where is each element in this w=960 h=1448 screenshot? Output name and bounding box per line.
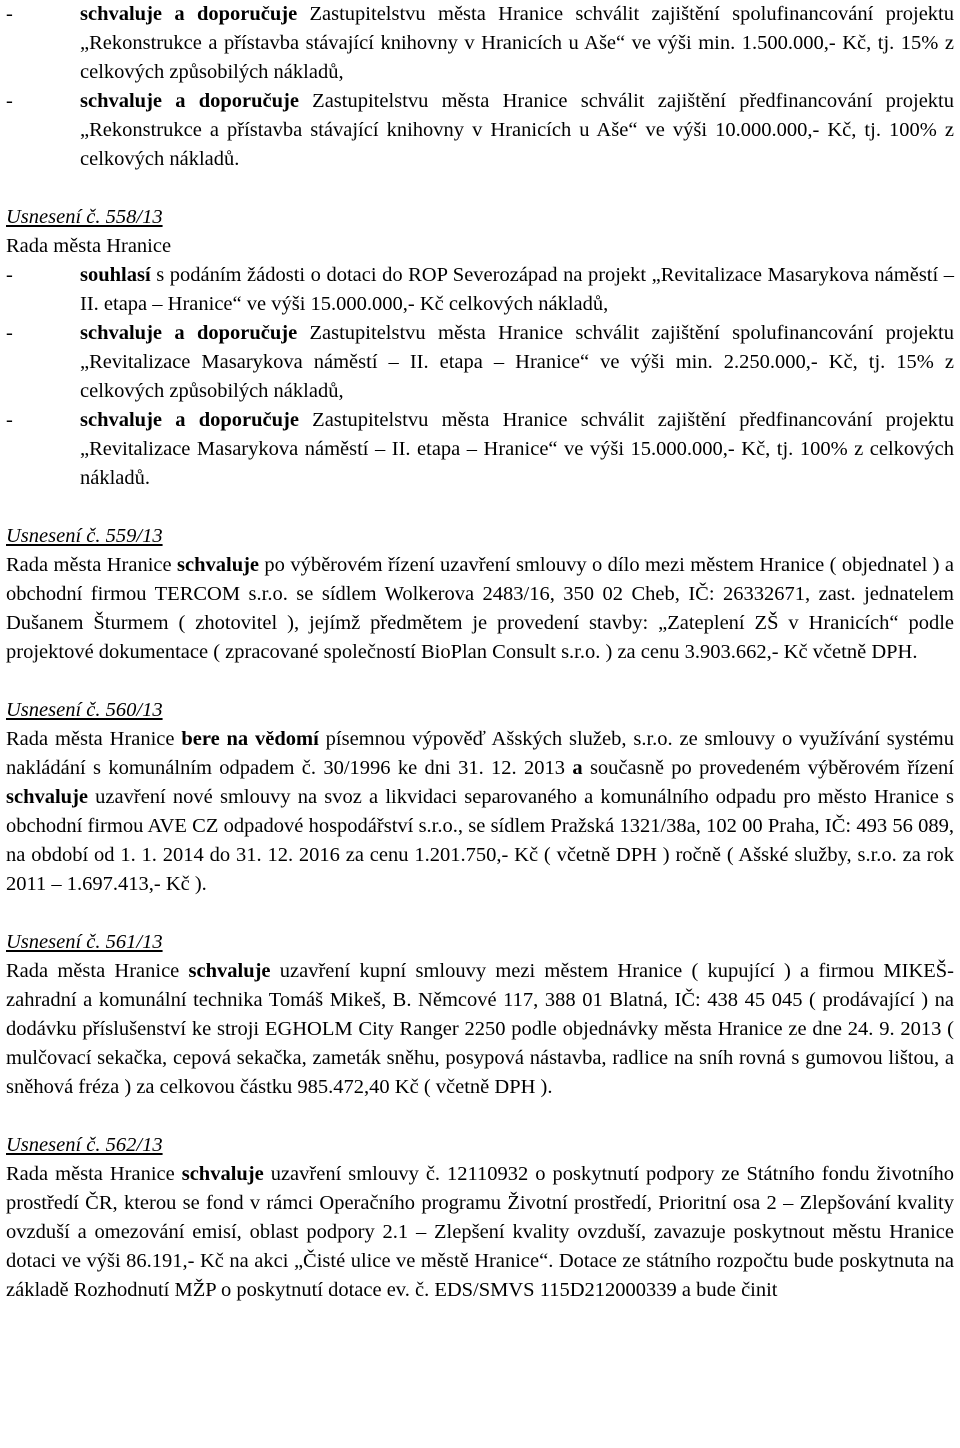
bold-verb: schvaluje a doporučuje — [80, 90, 299, 112]
list-item — [6, 0, 954, 87]
resolution-body-562 — [6, 1160, 954, 1305]
body-text: uzavření nové smlouvy na svoz a likvidaci separovaného a komunálního odpadu pro město Hranice s obchodní firmou AVE CZ odpadové hospodářství s.r.o., se sídlem Pražská 1321/38a, 102 00 Praha, IČ: 493 56 089, na období od 1. 1. 2014 do 31. 12. 2016 za cenu 1.201.750,- Kč ( včetně DPH ) ročně ( Ašské služby, s.r.o. za rok 2011 – 1.697.413,- Kč ). — [6, 786, 954, 895]
list-dash: - — [6, 3, 13, 25]
body-text: Rada města Hranice — [6, 554, 178, 576]
list-item — [6, 87, 954, 174]
item-body: Zastupitelstvu města Hranice schválit zajištění předfinancování projektu „Rekonstrukce a přístavba stávající knihovny v Hranicích u Aše“ ve výši 10.000.000,- Kč, tj. 100% z celkových nákladů. — [80, 90, 955, 170]
resolution-heading-560: Usnesení č. 560/13 — [6, 699, 163, 721]
body-text: Rada města Hranice — [6, 1163, 182, 1185]
resolution-heading-562: Usnesení č. 562/13 — [6, 1134, 163, 1156]
bold-verb: schvaluje — [181, 1163, 264, 1185]
bold-verb: schvaluje — [6, 786, 88, 808]
body-text: současně po provedeném výběrovém řízení — [582, 757, 954, 779]
body-text: Rada města Hranice — [6, 960, 189, 982]
resolution-heading-561: Usnesení č. 561/13 — [6, 931, 163, 953]
bold-verb: schvaluje a doporučuje — [80, 3, 298, 25]
resolution-heading-558: Usnesení č. 558/13 — [6, 206, 163, 228]
resolution-intro-558: Rada města Hranice — [6, 235, 172, 257]
item-body: Zastupitelstvu města Hranice schválit zajištění spolufinancování projektu „Revitalizace Masarykova náměstí – II. etapa – Hranice“ ve výši min. 2.250.000,- Kč, tj. 15% z celkových způsobilých nákladů, — [80, 322, 954, 402]
item-body: Zastupitelstvu města Hranice schválit zajištění spolufinancování projektu „Rekonstrukce a přístavba stávající knihovny v Hranicích u Aše“ ve výši min. 1.500.000,- Kč, tj. 15% z celkových způsobilých nákladů, — [80, 3, 954, 83]
list-item-text — [80, 319, 954, 406]
body-text: písemnou výpověď Ašských služeb, s.r.o. ze smlouvy o využívání systému nakládání s komunálním odpadem č. 30/1996 ke dni 31. 12. 2013 — [6, 728, 954, 779]
list-item — [6, 406, 954, 493]
resolution-heading-559: Usnesení č. 559/13 — [6, 525, 163, 547]
bold-verb: schvaluje — [177, 554, 260, 576]
resolution-body-561 — [6, 957, 954, 1102]
list-dash: - — [6, 409, 13, 431]
list-dash: - — [6, 322, 13, 344]
resolution-body-560 — [6, 725, 954, 899]
list-item-text — [80, 87, 954, 174]
list-item-text — [80, 406, 954, 493]
list-dash: - — [6, 90, 13, 112]
body-text: uzavření kupní smlouvy mezi městem Hranice ( kupující ) a firmou MIKEŠ-zahradní a komunální technika Tomáš Mikeš, B. Němcové 117, 388 01 Blatná, IČ: 438 45 045 ( prodávající ) na dodávku příslušenství ke stroji EGHOLM City Ranger 2250 podle objednávky města Hranice ze dne 24. 9. 2013 ( mulčovací sekačka, cepová sekačka, zameták sněhu, posypová nástavba, radlice na sníh rovná s gumovou lištou, a sněhová fréza ) za celkovou částku 985.472,40 Kč ( včetně DPH ). — [6, 960, 955, 1098]
bold-verb: schvaluje a doporučuje — [80, 409, 299, 431]
list-item-text — [80, 261, 954, 319]
body-text: po výběrovém řízení uzavření smlouvy o dílo mezi městem Hranice ( objednatel ) a obchodní firmou TERCOM s.r.o. se sídlem Wolkerova 2483/16, 350 02 Cheb, IČ: 26332671, zast. jednatelem Dušanem Šturmem ( zhotovitel ), jejímž předmětem je provedení stavby: „Zateplení ZŠ v Hranicích“ podle projektové dokumentace ( zpracované společností BioPlan Consult s.r.o. ) za cenu 3.903.662,- Kč včetně DPH. — [6, 554, 955, 663]
list-item — [6, 261, 954, 319]
body-text: uzavření smlouvy č. 12110932 o poskytnutí podpory ze Státního fondu životního prostředí ČR, kterou se fond v rámci Operačního programu Životní prostředí, Prioritní osa 2 – Zlepšování kvality ovzduší a omezování emisí, oblast podpory 2.1 – Zlepšení kvality ovzduší, zavazuje poskytnout městu Hranice dotaci ve výši 86.191,- Kč na akci „Čisté ulice ve městě Hranice“. Dotace ze státního rozpočtu bude poskytnuta na základě Rozhodnutí MŽP o poskytnutí dotace ev. č. EDS/SMVS 115D212000339 a bude činit — [6, 1163, 955, 1301]
bold-verb: bere na vědomí — [181, 728, 319, 750]
bold-verb: schvaluje a doporučuje — [80, 322, 298, 344]
bold-conjunction: a — [572, 757, 583, 779]
bold-verb: schvaluje — [188, 960, 271, 982]
list-item — [6, 319, 954, 406]
list-item-text — [80, 0, 954, 87]
bold-verb: souhlasí — [80, 264, 151, 286]
list-dash: - — [6, 264, 13, 286]
item-body: Zastupitelstvu města Hranice schválit zajištění předfinancování projektu „Revitalizace Masarykova náměstí – II. etapa – Hranice“ ve výši 15.000.000,- Kč, tj. 100% z celkových nákladů. — [80, 409, 955, 489]
resolution-body-559 — [6, 551, 954, 667]
item-body: s podáním žádosti o dotaci do ROP Severozápad na projekt „Revitalizace Masarykova náměstí – II. etapa – Hranice“ ve výši 15.000.000,- Kč celkových nákladů, — [80, 264, 954, 315]
body-text: Rada města Hranice — [6, 728, 182, 750]
